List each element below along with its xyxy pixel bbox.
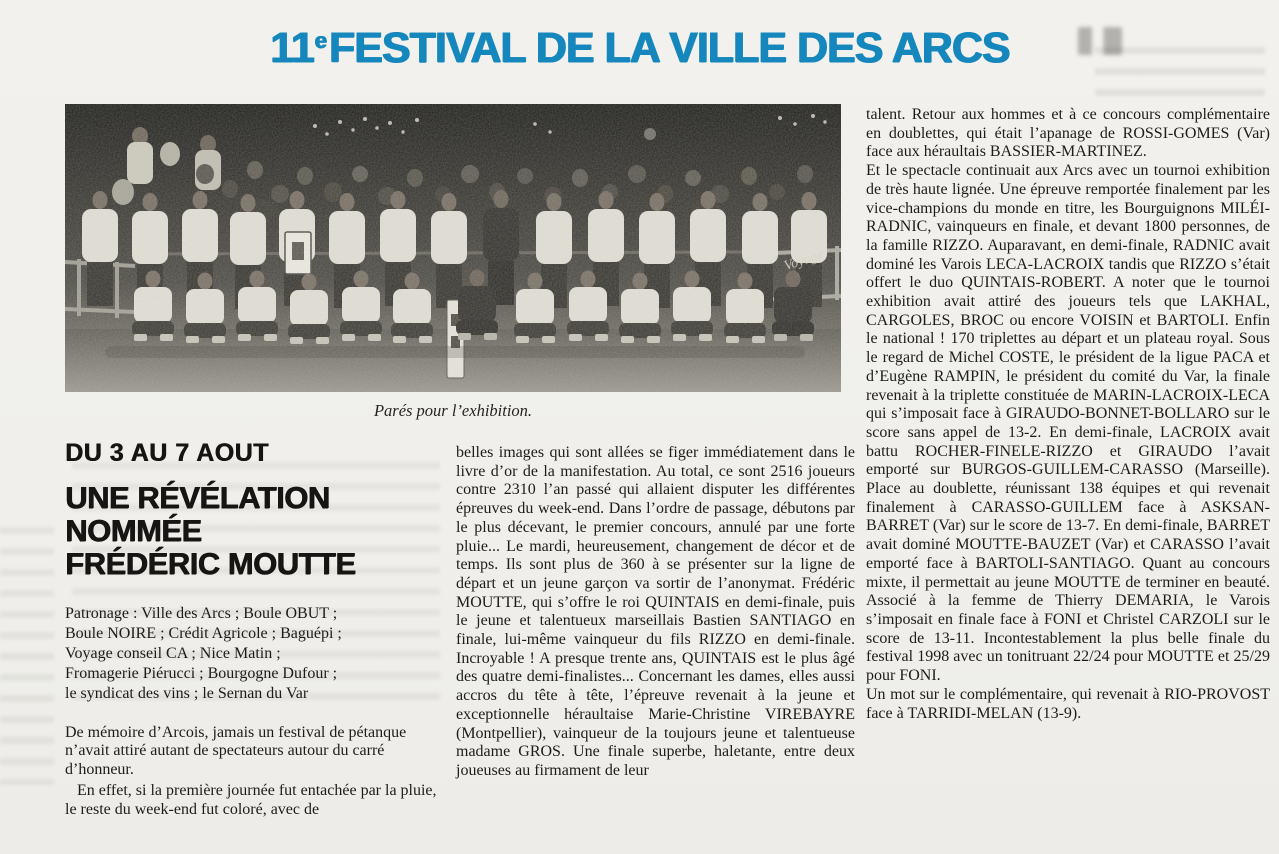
- body-paragraph: De mémoire d’Arcois, jamais un festival de pétanque n’avait attiré autant de spectateurs autour du carré d’honneur.: [65, 723, 407, 779]
- headline-line-3: FRÉDÉRIC MOUTTE: [65, 545, 356, 581]
- body-paragraph: talent. Retour aux hommes et à ce concours complémentaire en doublettes, qui était l’apanage de ROSSI-GOMES (Var) face aux héraultais BASSIER-MARTINEZ.: [866, 106, 1270, 161]
- page-title-ordinal: e: [314, 28, 327, 53]
- group-photo: [65, 104, 841, 392]
- body-paragraph: Et le spectacle continuait aux Arcs avec un tournoi exhibition de très haute lignée. Une épreuve remportée finalement par les vice-champions du monde en titre, les Bourguignons MILÉI-RADNIC, vainqueurs en finale, et devant 1800 personnes, de la famille RIZZO. Auparavant, en demi-finale, RADNIC avait dominé les Varois LECA-LACROIX tandis que RIZZO s’était offert le duo QUINTAIS-ROBERT. A noter que le tournoi exhibition avait attiré des joueurs tels que LAKHAL, CARGOLES, BROC ou encore VOISIN et BARTOLI. Enfin le national ! 170 triplettes au départ et un plateau royal. Sous le regard de Michel COSTE, le président de la ligue PACA et d’Eugène RAMPIN, le président du comité du Var, la finale revenait à la triplette constituée de MARIN-LACROIX-LECA qui s’imposait face à GIRAUDO-BONNET-BOLLARO sur le score sans appel de 13-2. En demi-finale, LACROIX avait battu ROCHER-FINELE-RIZZO et GIRAUDO l’avait emporté sur BURGOS-GUILLEM-CARASSO (Marseille). Place au doublette, réunissant 138 équipes et qui revenait finalement à CARASSO-GUILLEM face à ASKSAN-BARRET (Var) sur le score de 13-7. En demi-finale, BARRET avait dominé MOUTTE-BAUZET (Var) et CARASSO l’avait emporté face à BARTOLI-SANTIAGO. Quant au concours mixte, il permettait au jeune MOUTTE de terminer en beauté. Associé à la femme de Thierry DEMARIA, le Varois s’imposait en finale face à FONI et Christel CARZOLI sur le score de 13-11. Incontestablement la plus belle finale du festival 1998 avec un tonitruant 22/24 pour MOUTTE et 25/29 pour FONI.: [866, 162, 1270, 685]
- page-title-number: 11: [270, 24, 314, 72]
- patronage-line: Boule NOIRE ; Crédit Agricole ; Baguépi ;: [65, 624, 342, 642]
- patronage-line: Voyage conseil CA ; Nice Matin ;: [65, 644, 281, 662]
- article-headline: [65, 481, 447, 580]
- patronage-line: Fromagerie Piérucci ; Bourgogne Dufour ;: [65, 664, 338, 682]
- article-kicker: DU 3 AU 7 AOUT: [65, 439, 269, 467]
- headline-line-2: NOMMÉE: [65, 512, 202, 548]
- page-title: [70, 24, 1210, 73]
- page-title-text: FESTIVAL DE LA VILLE DES ARCS: [329, 24, 1010, 72]
- column-right: [866, 106, 1270, 723]
- bleedthrough-text-edge: [0, 520, 54, 785]
- body-paragraph: Un mot sur le complémentaire, qui revenait à RIO-PROVOST face à TARRIDI-MELAN (13-9).: [866, 685, 1270, 722]
- patronage-line: le syndicat des vins ; le Sernan du Var: [65, 684, 309, 702]
- photo-grain: [65, 104, 841, 392]
- patronage-line: Patronage : Ville des Arcs ; Boule OBUT ;: [65, 604, 338, 622]
- photo-caption: Parés pour l’exhibition.: [373, 401, 533, 420]
- body-paragraph: En effet, si la première journée fut entachée par la pluie, le reste du week-end fut coloré, avec de: [65, 781, 437, 818]
- patronage-block: [65, 604, 447, 704]
- headline-line-1: UNE RÉVÉLATION: [65, 479, 330, 515]
- column-left: [65, 438, 447, 819]
- body-paragraph: belles images qui sont allées se figer immédiatement dans le livre d’or de la manifestation. Au total, ce sont 2516 joueurs contre 2310 l’an passé qui allaient disputer les différentes épreuves du week-end. Dans l’ordre de passage, débutons par le plus décevant, le premier concours, annulé par une forte pluie... Le mardi, heureusement, changement de décor et de temps. Ils sont plus de 360 à se présenter sur la ligne de départ et un jeune garçon va sortir de l’anonymat. Frédéric MOUTTE, qui s’offre le roi QUINTAIS en demi-finale, puis le jeune et talentueux marseillais Bastien SANTIAGO en finale, lui-même vainqueur du fils RIZZO en demi-finale. Incroyable ! A presque trente ans, QUINTAIS est le plus âgé des quatre demi-finalistes... Concernant les dames, elles aussi accros du tête à tête, l’épreuve revenait à la jeune et exceptionnelle héraultaise Marie-Christine VIREBAYRE (Montpellier), vainqueur de la toujours jeune et talentueuse madame GROS. Une finale superbe, haletante, entre deux joueuses au firmament de leur: [456, 444, 855, 779]
- column-middle: [456, 444, 855, 781]
